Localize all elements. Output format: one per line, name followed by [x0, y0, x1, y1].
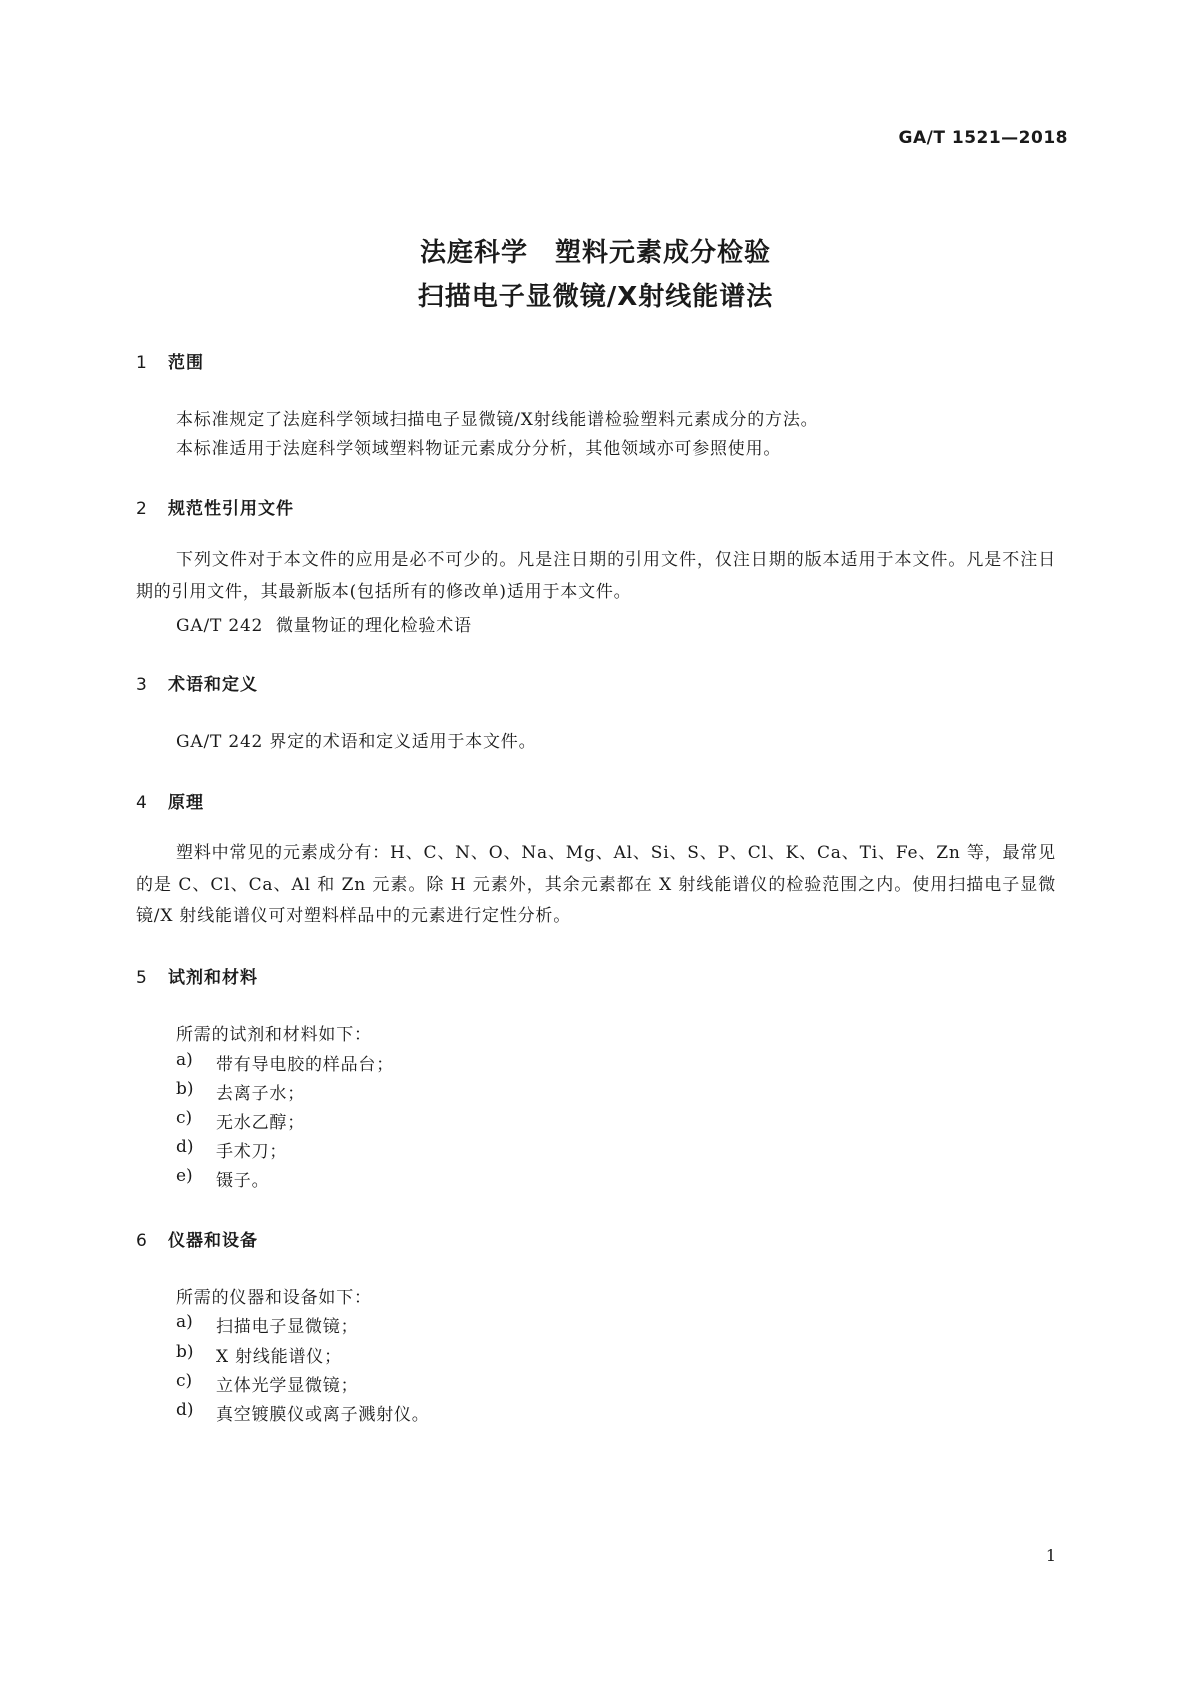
list-item-letter: b)	[176, 1342, 194, 1362]
section-6-intro: 所需的仪器和设备如下：	[176, 1288, 372, 1308]
section-number: 5	[136, 968, 148, 988]
section-title: 术语和定义	[168, 675, 258, 695]
reference-title: 微量物证的理化检验术语	[276, 616, 472, 636]
section-1-paragraph-1: 本标准规定了法庭科学领域扫描电子显微镜/X射线能谱检验塑料元素成分的方法。	[176, 410, 819, 430]
section-title: 规范性引用文件	[168, 499, 294, 519]
section-6-heading	[136, 1226, 258, 1251]
list-item-letter: d)	[176, 1400, 194, 1420]
reference-code: GA/T 242	[176, 616, 264, 636]
section-number: 6	[136, 1231, 148, 1251]
list-item: 扫描电子显微镜；	[216, 1317, 359, 1337]
list-item-letter: d)	[176, 1137, 194, 1157]
section-title: 原理	[168, 793, 204, 813]
page-number: 1	[1045, 1546, 1056, 1565]
list-item-letter: a)	[176, 1312, 193, 1332]
list-item: 无水乙醇；	[216, 1113, 305, 1133]
section-title: 仪器和设备	[168, 1231, 258, 1251]
section-1-paragraph-2: 本标准适用于法庭科学领域塑料物证元素成分分析，其他领域亦可参照使用。	[176, 439, 782, 459]
section-3-paragraph-1: GA/T 242 界定的术语和定义适用于本文件。	[176, 732, 537, 752]
list-item: 立体光学显微镜；	[216, 1376, 359, 1396]
list-item: 带有导电胶的样品台；	[216, 1055, 394, 1075]
standard-code: GA/T 1521—2018	[898, 128, 1068, 148]
section-4-paragraph-1: 塑料中常见的元素成分有：H、C、N、O、Na、Mg、Al、Si、S、P、Cl、K、Ca、Ti、Fe、Zn 等，最常见的是 C、Cl、Ca、Al 和 Zn 元素。除 H 元素外，其余元素都在 X 射线能谱仪的检验范围之内。使用扫描电子显微镜/X 射线能谱仪可对塑料样品中的元素进行定性分析。	[136, 843, 1056, 926]
section-number: 4	[136, 793, 148, 813]
section-2-paragraph-1: 下列文件对于本文件的应用是必不可少的。凡是注日期的引用文件，仅注日期的版本适用于本文件。凡是不注日期的引用文件，其最新版本(包括所有的修改单)适用于本文件。	[136, 550, 1056, 602]
list-item-letter: e)	[176, 1166, 193, 1186]
list-item-letter: c)	[176, 1108, 193, 1128]
list-item: X 射线能谱仪；	[216, 1347, 342, 1367]
list-item: 真空镀膜仪或离子溅射仪。	[216, 1405, 430, 1425]
list-item-letter: b)	[176, 1079, 194, 1099]
section-5-heading	[136, 963, 258, 988]
list-item: 去离子水；	[216, 1084, 305, 1104]
section-4-heading	[136, 788, 204, 813]
section-5-intro: 所需的试剂和材料如下：	[176, 1025, 372, 1045]
section-2-heading	[136, 494, 294, 519]
section-title: 范围	[168, 353, 204, 373]
section-number: 3	[136, 675, 148, 695]
list-item-letter: c)	[176, 1371, 193, 1391]
list-item: 手术刀；	[216, 1142, 288, 1162]
section-3-heading	[136, 670, 258, 695]
normative-reference	[176, 611, 472, 636]
document-title-line-1: 法庭科学 塑料元素成分检验	[419, 238, 771, 268]
section-number: 2	[136, 499, 148, 519]
list-item-letter: a)	[176, 1050, 193, 1070]
document-title-line-2: 扫描电子显微镜/X射线能谱法	[417, 282, 774, 312]
section-title: 试剂和材料	[168, 968, 258, 988]
list-item: 镊子。	[216, 1171, 270, 1191]
section-1-heading	[136, 348, 204, 373]
section-number: 1	[136, 353, 148, 373]
